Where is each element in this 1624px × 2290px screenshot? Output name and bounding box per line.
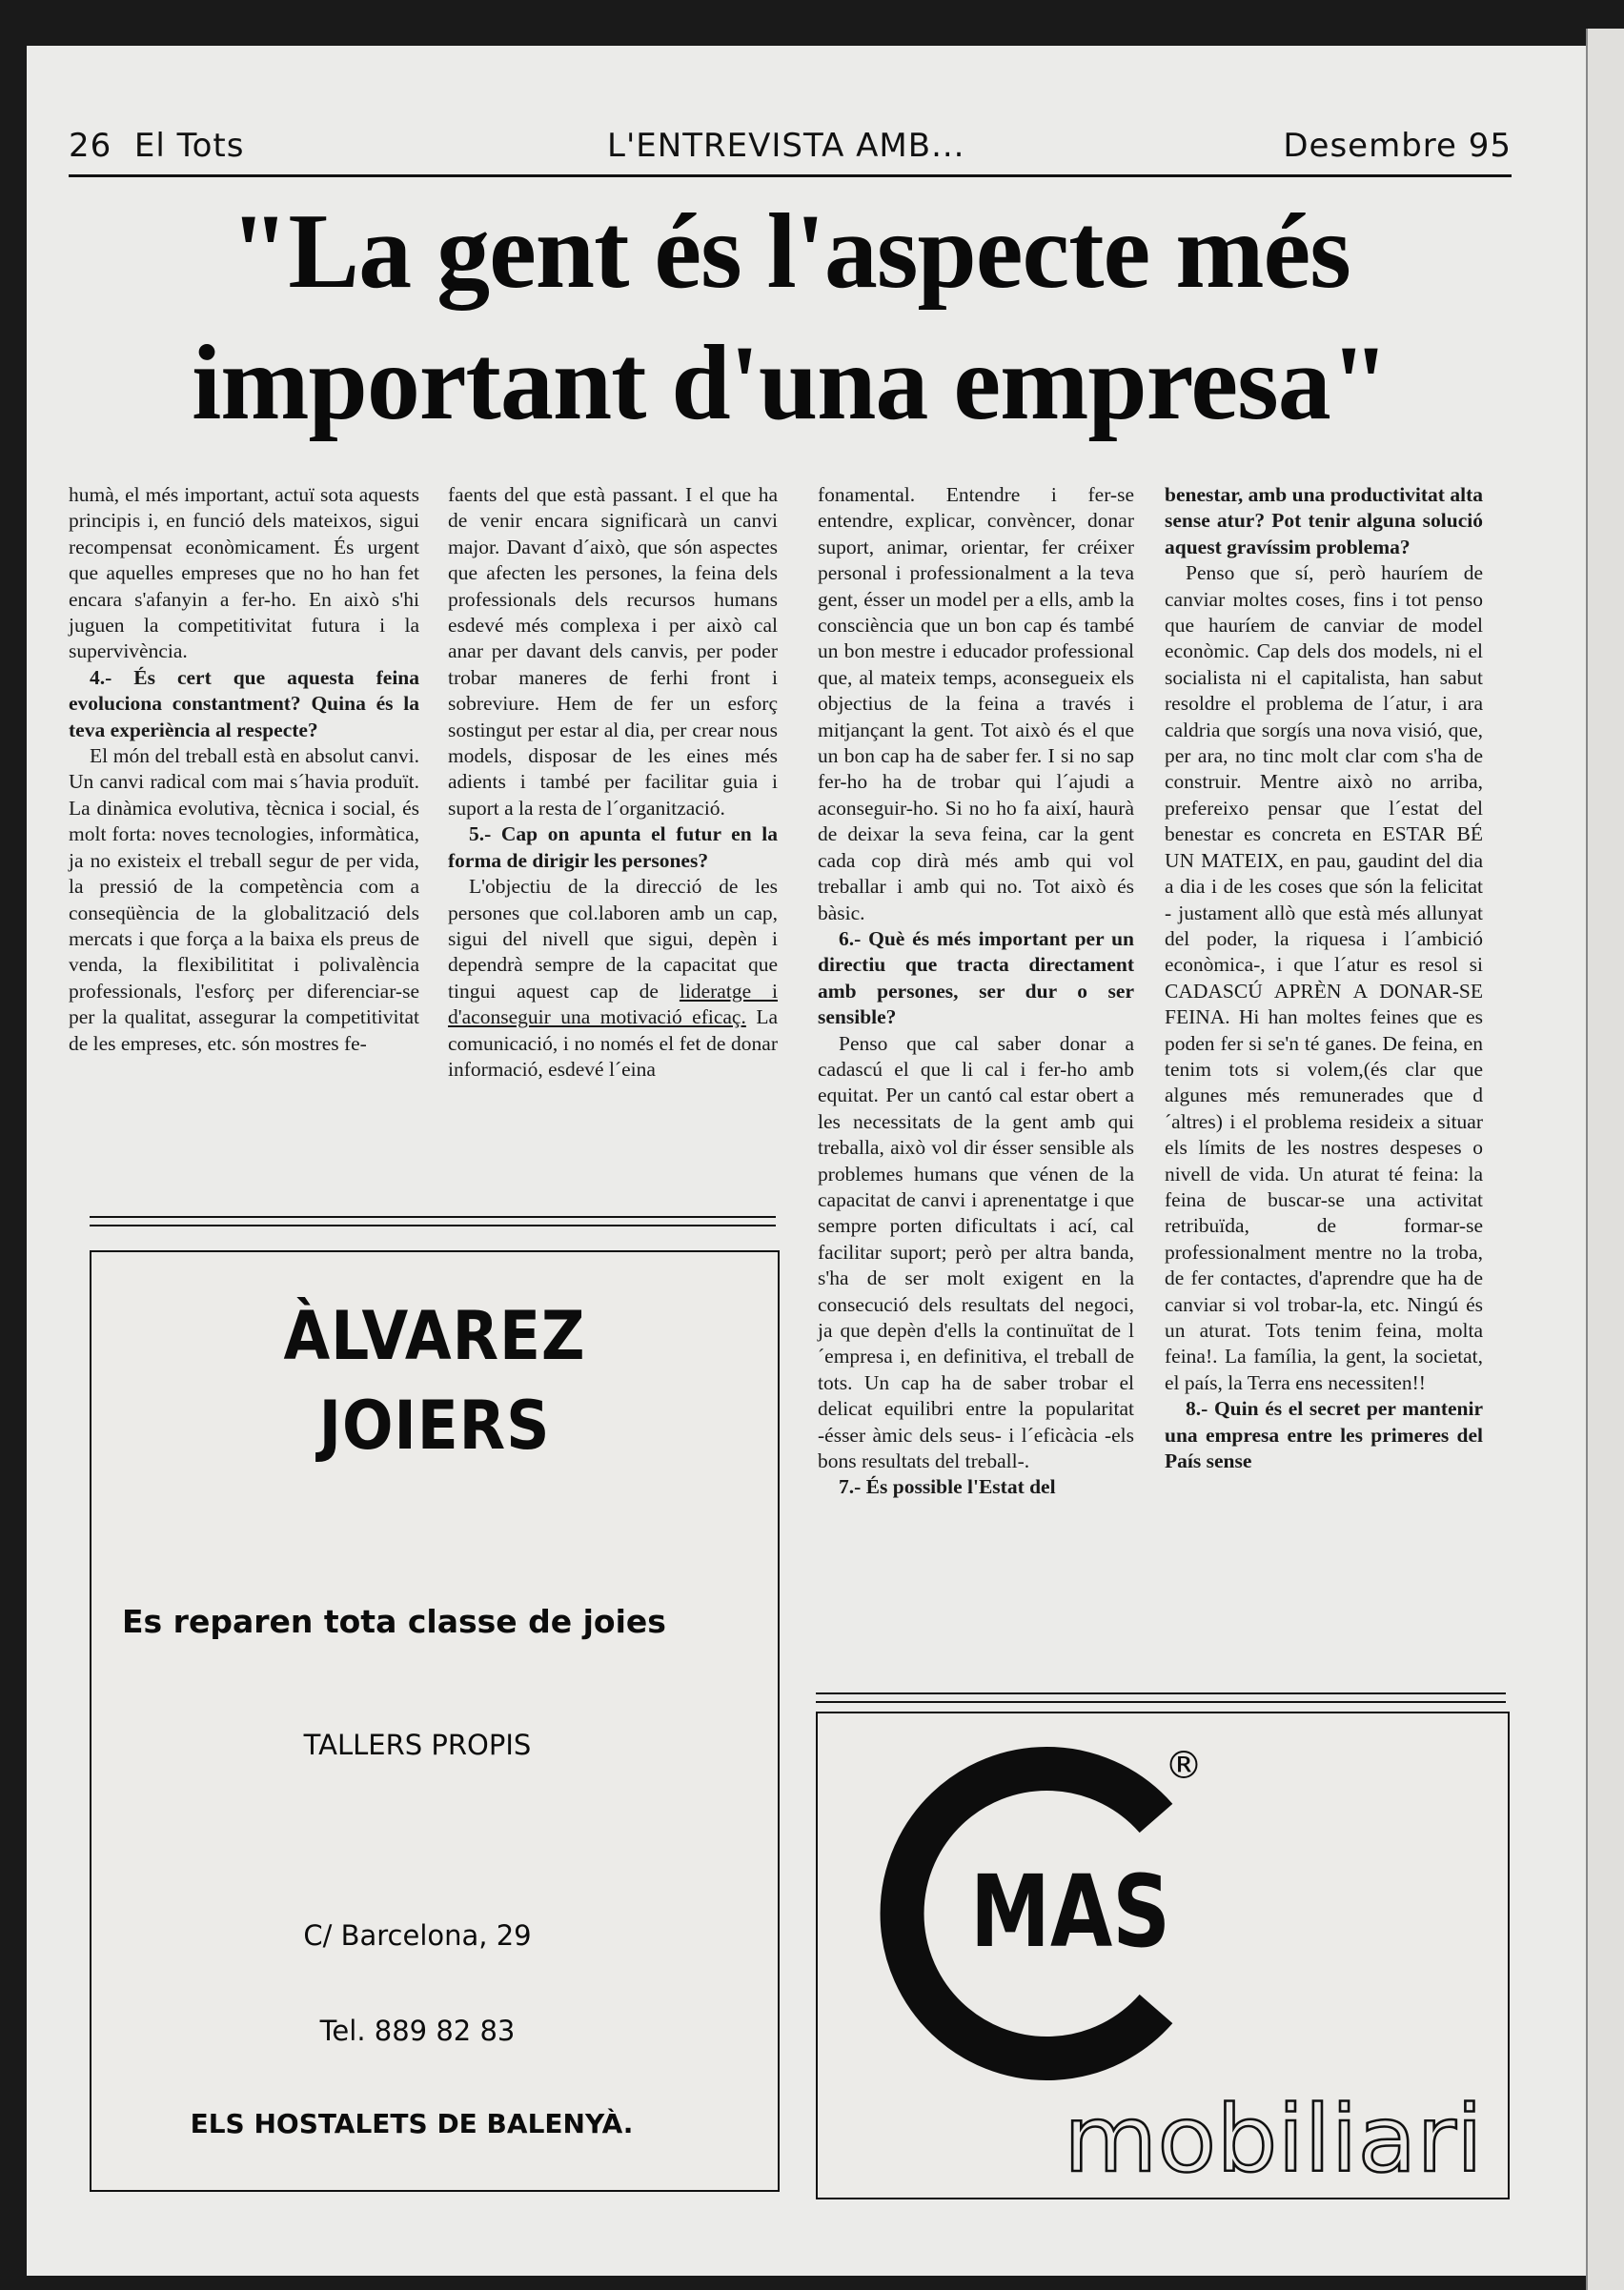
mas-mobiliari-ad bbox=[816, 1712, 1510, 2199]
interview-question: 8.- Quin és el secret per mantenir una empresa entre les primeres del País sense bbox=[1165, 1397, 1483, 1473]
ad-brand-line-1: ÀLVAREZ bbox=[283, 1297, 586, 1375]
next-page-edge bbox=[1586, 29, 1624, 2290]
article-column-4 bbox=[1165, 482, 1483, 1474]
registered-mark: ® bbox=[1165, 1744, 1203, 1788]
section-title: L'ENTREVISTA AMB... bbox=[607, 127, 965, 165]
ad-separator-rule bbox=[90, 1216, 776, 1226]
paragraph: faents del que està passant. I el que ha de venir encara significarà un canvi major. Davant d´això, que són aspectes que afecten les persones, la feina dels professionals dels recursos humans esdevé més complexa i per això cal anar per davant dels canvis, per poder trobar maneres de ferhi front i sobreviure. Hem de fer un esforç sostingut per estar al dia, per crear nous models, disposar de les eines més adients i també per facilitar guia i suport a la resta de l´organització. bbox=[448, 483, 778, 820]
header-rule bbox=[69, 174, 1512, 177]
paragraph: Penso que cal saber donar a cadascú el que li cal i fer-ho amb equitat. Per un cantó cal estar obert a les necessitats de la gent amb qui treballa, això vol dir ésser sensible als problemes humans que vénen de la capacitat de canvi i aprenentatge i que sempre porten dificultats i ací, cal facilitar suport; però per altra banda, s'ha de ser molt exigent en la consecució dels resultats del negoci, ja que depèn d'ells la continuïtat de l´empresa i, en definitiva, el treball de tots. Un cap ha de saber trobar el delicat equilibri entre la popularitat -ésser àmic dels seus- i l´eficàcia -els bons resultats del treball-. bbox=[818, 1031, 1134, 1473]
paragraph bbox=[448, 874, 778, 1083]
interview-question: benestar, amb una productivitat alta sense atur? Pot tenir alguna solució aquest gravíssim problema? bbox=[1165, 483, 1483, 558]
product-wordmark: mobiliari bbox=[1064, 2086, 1483, 2193]
interview-question: 4.- És cert que aquesta feina evoluciona constantment? Quina és la teva experiència al respecte? bbox=[69, 665, 419, 741]
ad-address: C/ Barcelona, 29 bbox=[303, 1919, 532, 1952]
logo-text: MAS bbox=[970, 1854, 1170, 1970]
ad-phone: Tel. 889 82 83 bbox=[319, 2015, 516, 2047]
article-column-2 bbox=[448, 482, 778, 1083]
issue-date: Desembre 95 bbox=[1283, 127, 1512, 165]
paragraph: El món del treball està en absolut canvi. Un canvi radical com mai s´havia produït. La dinàmica evolutiva, tècnica i social, és molt forta: noves tecnologies, informàtica, ja no existeix el treball segur de per vida, la pressió de la competència com a conseqüència de la globalització dels mercats i que força a la baixa els preus de venda, la flexibilititat i polivalència professionals, l'esforç per diferenciar-se per la qualitat, assegurar la competitivitat de les empreses, etc. són mostres fe- bbox=[69, 744, 419, 1055]
ad-separator-rule bbox=[816, 1692, 1506, 1703]
page-number-publication: 26 El Tots bbox=[69, 127, 245, 165]
ad-tagline: Es reparen tota classe de joies bbox=[122, 1603, 666, 1640]
paragraph-text: La comunicació, i no només el fet de donar informació, esdevé l´eina bbox=[448, 1005, 779, 1081]
interview-question: 6.- Què és més important per un directiu que tracta directament amb persones, ser dur o ser sensible? bbox=[818, 926, 1134, 1029]
interview-question: 5.- Cap on apunta el futur en la forma de dirigir les persones? bbox=[448, 822, 778, 872]
paragraph: fonamental. Entendre i fer-se entendre, explicar, convèncer, donar suport, animar, orientar, fer créixer personal i professionalment a la teva gent, ésser un model per a ells, amb la consciència que un bon cap és també un bon mestre i educador professional que, al mateix temps, aconsegueix els objectius de la feina a través i mitjançant la gent. Tot això és el que un bon cap ha de saber fer. I si no sap fer-ho ha de trobar qui l´ajudi a aconseguir-ho. Si no ho fa així, haurà de deixar la seva feina, car la gent cada cop dirà més amb qui vol treballar i amb qui no. Tot això és bàsic. bbox=[818, 483, 1134, 924]
mas-logo bbox=[818, 1713, 1508, 2198]
article-column-3 bbox=[818, 482, 1134, 1501]
paragraph-text: L'objectiu de la direcció de les persones que col.laboren amb un cap, sigui del nivell que sigui, depèn i dependrà sempre de la capacitat que tingui aquest cap de bbox=[448, 875, 778, 1003]
article-column-1 bbox=[69, 482, 419, 1057]
interview-question: 7.- És possible l'Estat del bbox=[839, 1475, 1056, 1499]
paragraph: Penso que sí, però hauríem de canviar moltes coses, fins i tot penso que hauríem de canviar de model econòmic. Cap dels dos models, ni el socialista ni el capitalista, han sabut resoldre el problema de l´atur, i ara caldria que sorgís una nova visió, que, per ara, no tinc molt clar com s'ha de construir. Mentre això no arriba, prefereixo pensar que l´estat del benestar es concreta en ESTAR BÉ UN MATEIX, en pau, gaudint del dia a dia i de les coses que són la felicitat - justament allò que està més allunyat del poder, la riquesa i l´ambició econòmica-, i que l´atur es resol si CADASCÚ APRÈN A DONAR-SE FEINA. Hi han moltes feines que es poden fer si se'n té ganes. De feina, en tenim tots si volem,(és clar que algunes més remunerades que d´altres) i el problema resideix a situar els límits de les nostres despeses o nivell de vida. Un aturat té feina: la feina de buscar-se una activitat retribuïda, de formar-se professionalment mentre no la troba, de fer contactes, d'aprendre que ha de canviar si vol trobar-la, etc. Ningú és un aturat. Tots tenim feina, molta feina!. La família, la gent, la societat, el país, la Terra ens necessiten!! bbox=[1165, 561, 1483, 1394]
ad-town: ELS HOSTALETS DE BALENYÀ. bbox=[190, 2108, 634, 2139]
alvarez-joiers-ad bbox=[90, 1250, 780, 2192]
ad-brand-line-2: JOIERS bbox=[318, 1387, 551, 1465]
headline: "La gent és l'aspecte més important d'una empresa" bbox=[192, 193, 1389, 442]
paragraph: humà, el més important, actuï sota aquests principis i, en funció dels mateixos, sigui recompensat econòmicament. És urgent que aquelles empreses que no ho han fet encara s'afanyin a fer-ho. En això s'hi juguen la competitivitat futura i la supervivència. bbox=[69, 483, 419, 663]
page-header bbox=[69, 84, 1512, 175]
underlined-text: lideratge i d'aconseguir una motivació eficaç. bbox=[448, 979, 779, 1029]
ad-workshop: TALLERS PROPIS bbox=[303, 1729, 532, 1761]
